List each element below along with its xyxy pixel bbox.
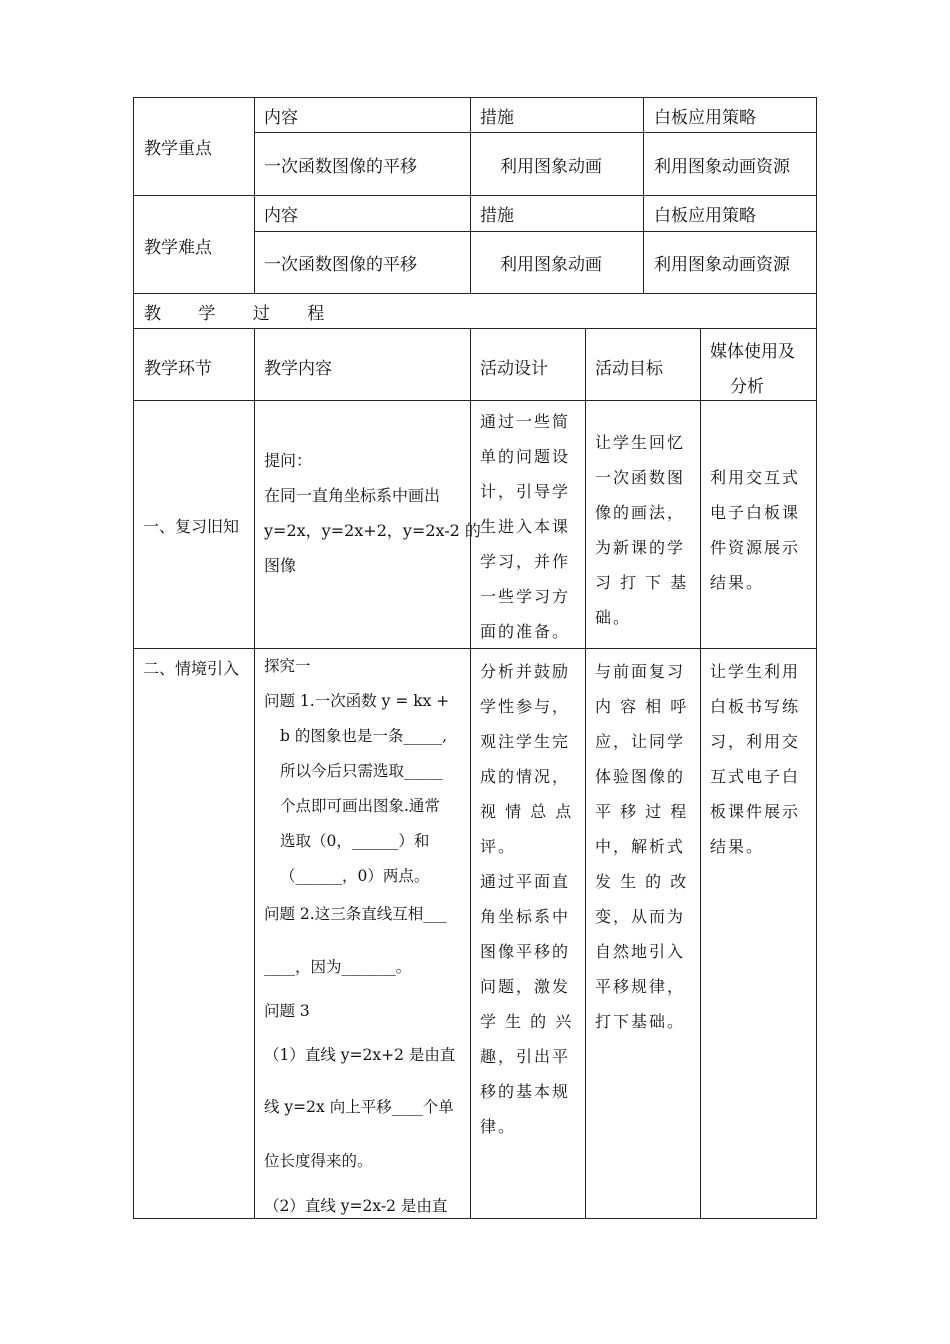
header-design: 活动设计 [480, 359, 548, 379]
process-title: 教 学 过 程 [144, 304, 327, 324]
rule-col1b [254, 328, 255, 1219]
row2-design-line: 图像平移的 [480, 942, 571, 961]
header-stage: 教学环节 [144, 359, 212, 379]
rule-left [133, 97, 134, 1219]
header-content: 教学内容 [264, 359, 332, 379]
row2-content-line: 选取（0，______）和 [280, 832, 430, 850]
rule-dp-header [254, 231, 817, 232]
kp-row-measure: 利用图象动画 [500, 157, 602, 177]
row1-design [480, 404, 570, 649]
row1-goal-line: 习 打 下 基 [595, 573, 689, 592]
row1-design-line: 学习，并作 [480, 552, 571, 571]
dp-row-strategy: 利用图象动画资源 [654, 255, 790, 275]
key-points-label: 教学重点 [144, 139, 212, 159]
row1-design-line: 单的问题设 [480, 447, 571, 466]
rule-process-header [133, 400, 817, 401]
row2-goal-line: 自然地引入 [595, 942, 686, 961]
row2-goal-line: 应，让同学 [595, 732, 686, 751]
row2-goal-line: 平 移 过 程 [595, 802, 689, 821]
rule-bottom [133, 1218, 817, 1219]
rule-row1 [133, 648, 817, 649]
row1-design-line: 通过一些简 [480, 412, 571, 431]
rule-col2 [470, 97, 471, 293]
row2-design-line: 角坐标系中 [480, 907, 571, 926]
row2-goal-line: 发 生 的 改 [595, 872, 689, 891]
row2-design-line: 问题，激发 [480, 977, 571, 996]
row1-content-line: 在同一直角坐标系中画出 [264, 486, 441, 505]
row1-design-line: 计，引导学 [480, 482, 571, 501]
row2-content-line: 位长度得来的。 [264, 1152, 373, 1170]
row2-media [710, 654, 800, 864]
row2-design-line: 成的情况， [480, 767, 571, 786]
rule-dp-bottom [133, 293, 817, 294]
row2-content-line: （1）直线 y=2x+2 是由直 [264, 1046, 456, 1064]
rule-col3 [643, 97, 644, 293]
row2-media-line: 板课件展示 [710, 802, 801, 821]
row2-content-line: （______，0）两点。 [280, 867, 430, 885]
row2-goal-line: 体验图像的 [595, 767, 686, 786]
row2-stage: 二、情境引入 [143, 659, 240, 678]
kp-row-content: 一次函数图像的平移 [264, 157, 417, 177]
row1-goal-line: 为新课的学 [595, 538, 686, 557]
difficult-points-label: 教学难点 [144, 238, 212, 258]
row2-content-line: 所以今后只需选取_____ [280, 762, 443, 780]
row1-design-line: 一些学习方 [480, 587, 571, 606]
row2-goal-line: 平移规律， [595, 977, 686, 996]
dp-header-strategy: 白板应用策略 [654, 206, 756, 226]
row2-media-line: 结果。 [710, 837, 765, 856]
row2-content-line: 问题 3 [264, 1002, 310, 1020]
kp-header-measure: 措施 [480, 108, 514, 128]
row2-design-line: 分析并鼓励 [480, 662, 571, 681]
rule-kp-bottom [133, 195, 817, 196]
row2-content-line: 个点即可画出图象.通常 [280, 797, 440, 815]
rule-top [133, 97, 817, 98]
dp-row-measure: 利用图象动画 [500, 255, 602, 275]
kp-header-strategy: 白板应用策略 [654, 108, 756, 128]
row2-content-line: 问题 1.一次函数 y = kx + [264, 692, 450, 710]
row2-goal-line: 打下基础。 [595, 1012, 686, 1031]
row2-design-line: 律。 [480, 1117, 517, 1136]
row2-content-line: 问题 2.这三条直线互相___ [264, 905, 447, 923]
row1-media-line: 电子白板课 [710, 503, 801, 522]
row1-content [264, 443, 481, 583]
row1-goal-line: 一次函数图 [595, 468, 686, 487]
row2-design-line: 趣，引出平 [480, 1047, 571, 1066]
dp-header-measure: 措施 [480, 206, 514, 226]
row1-goal-line: 础。 [595, 608, 632, 627]
kp-header-content: 内容 [264, 108, 298, 128]
row1-content-line: 提问： [264, 451, 313, 470]
header-goal: 活动目标 [595, 359, 663, 379]
row2-goal-line: 内 容 相 呼 [595, 697, 689, 716]
row2-design-line: 视 情 总 点 [480, 802, 574, 821]
row1-content-line: 图像 [264, 556, 297, 575]
row2-content-line: ____，因为_______。 [264, 958, 412, 976]
row2-design-line: 通过平面直 [480, 872, 571, 891]
row1-design-line: 面的准备。 [480, 622, 571, 641]
row1-stage: 一、复习旧知 [143, 517, 240, 536]
row2-media-line: 让学生利用 [710, 662, 801, 681]
row2-content-line: b 的图象也是一条_____, [280, 727, 448, 745]
dp-row-content: 一次函数图像的平移 [264, 255, 417, 275]
row2-media-line: 白板书写练 [710, 697, 801, 716]
row1-goal-line: 像的画法， [595, 503, 686, 522]
row1-goal [595, 425, 688, 635]
row2-content-line: 探究一 [264, 657, 311, 675]
row1-media-line: 利用交互式 [710, 468, 801, 487]
header-media-2: 分析 [730, 377, 764, 397]
row2-media-line: 互式电子白 [710, 767, 801, 786]
row2-design-line: 学 生 的 兴 [480, 1012, 574, 1031]
row2-media-line: 习，利用交 [710, 732, 801, 751]
dp-header-content: 内容 [264, 206, 298, 226]
row1-content-line: y=2x，y=2x+2，y=2x-2 的 [264, 521, 481, 540]
row1-media-line: 结果。 [710, 573, 765, 592]
row2-content-line: （2）直线 y=2x-2 是由直 [264, 1197, 448, 1215]
rule-col1 [254, 97, 255, 293]
rule-right [816, 97, 817, 1219]
row2-design-line: 观注学生完 [480, 732, 571, 751]
row2-goal-line: 中，解析式 [595, 837, 686, 856]
row1-media-line: 件资源展示 [710, 538, 801, 557]
row2-design-line: 评。 [480, 837, 517, 856]
row2-design [480, 654, 573, 1144]
kp-row-strategy: 利用图象动画资源 [654, 157, 790, 177]
row2-goal-line: 变，从而为 [595, 907, 686, 926]
row1-design-line: 生进入本课 [480, 517, 571, 536]
rule-col3b [585, 328, 586, 1219]
row2-goal [595, 654, 688, 1039]
rule-kp-header [254, 132, 817, 133]
row1-media [710, 460, 800, 600]
row2-goal-line: 与前面复习 [595, 662, 686, 681]
row2-design-line: 学性参与， [480, 697, 571, 716]
rule-process-title [133, 328, 817, 329]
row1-goal-line: 让学生回忆 [595, 433, 686, 452]
rule-col4b [700, 328, 701, 1219]
row2-design-line: 移的基本规 [480, 1082, 571, 1101]
header-media: 媒体使用及 [710, 342, 795, 362]
row2-content-line: 线 y=2x 向上平移____个单 [264, 1098, 454, 1116]
